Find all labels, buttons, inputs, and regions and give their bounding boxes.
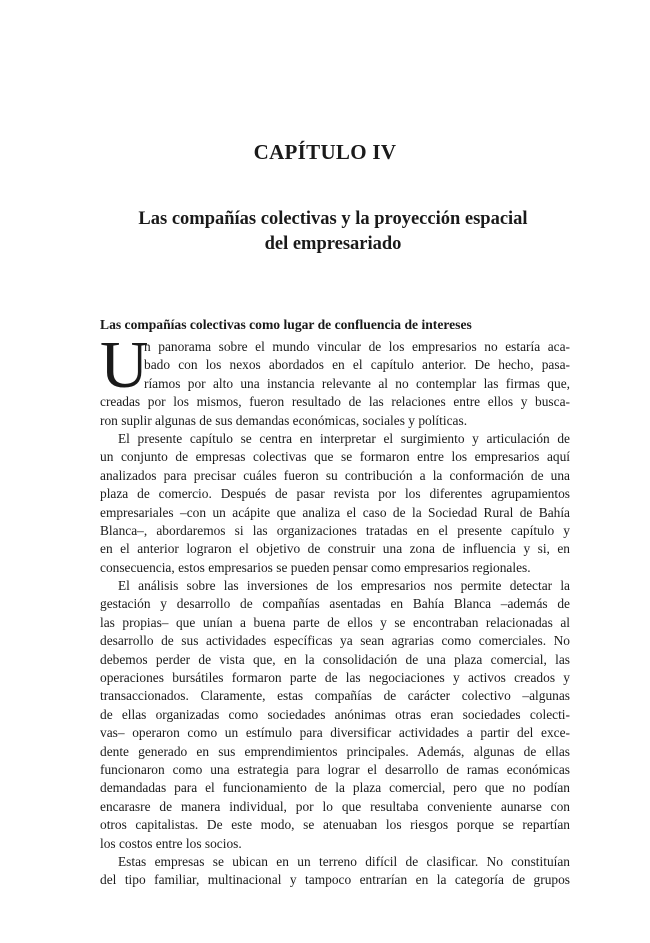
text-line: transaccionados. Claramente, estas compañías de carácter colectivo –algunas (100, 688, 570, 704)
text-line: empresariales –con un acápite que analiza el caso de la Sociedad Rural de Bahía (100, 504, 570, 520)
text-line: consecuencia, estos empresarios se pueden pensar como empresarios regionales. (100, 559, 531, 575)
text-line: del tipo familiar, multinacional y tampoco entrarían en la categoría de grupos (100, 872, 570, 888)
text-line: analizados para precisar cuáles fueron su contribución a la conformación de una (100, 467, 570, 483)
chapter-title-line-2: del empresariado (264, 234, 402, 254)
text-line: plaza de comercio. Después de pasar revista por los diferentes agrupamientos (100, 486, 570, 502)
text-line: Estas empresas se ubican en un terreno difícil de clasificar. No constituían (118, 853, 570, 869)
text-line: n panorama sobre el mundo vincular de los empresarios no estaría aca- (144, 339, 570, 354)
text-line: bado con los nexos abordados en el capítulo anterior. De hecho, pasa- (144, 357, 570, 373)
text-line: ron suplir algunas de sus demandas económicas, sociales y políticas. (100, 412, 468, 428)
paragraph-1 (100, 338, 570, 430)
text-line: debemos perder de vista que, en la consolidación de una plaza comercial, las (100, 651, 570, 667)
text-line: creadas por los mismos, fueron resultado de las relaciones entre ellos y busca- (100, 394, 570, 410)
paragraph-3 (100, 577, 570, 853)
text-line: operaciones bursátiles formaron parte de las negociaciones y activos creados y (100, 670, 570, 686)
drop-cap: U (100, 328, 149, 402)
text-line: vas– operaron como un estímulo para diversificar actividades a partir del exce- (100, 725, 570, 741)
text-line: en el anterior lograron el objetivo de construir una zona de influencia y si, en (100, 541, 570, 557)
text-line: Blanca–, abordaremos si las organizaciones tratadas en el presente capítulo y (100, 522, 570, 538)
text-line: encarasre de manera individual, por lo que resultaba conveniente aunarse con (100, 798, 570, 814)
chapter-title (100, 207, 566, 257)
text-line: las propias– que unían a buena parte de ellos y se encontraban relacionadas al (100, 614, 570, 630)
paragraph-2 (100, 430, 570, 577)
text-line: los costos entre los socios. (100, 835, 242, 851)
section-heading: Las compañías colectivas como lugar de confluencia de intereses (100, 317, 472, 332)
text-line: un conjunto de empresas colectivas que se formaron entre los empresarios aquí (100, 449, 570, 465)
text-line: El presente capítulo se centra en interpretar el surgimiento y articulación de (118, 430, 570, 446)
text-line: dente generado en sus emprendimientos principales. Además, algunas de ellas (100, 743, 570, 759)
text-line: gestación y desarrollo de compañías asentadas en Bahía Blanca –además de (100, 596, 570, 612)
text-line: desarrollo de sus actividades específicas ya sean agrarias como comerciales. No (100, 633, 570, 649)
text-line: funcionaron como una estrategia para lograr el desarrollo de ramas económicas (100, 761, 570, 777)
text-line: otros capitalistas. De este modo, se atenuaban los riesgos porque se repartían (100, 817, 570, 833)
text-line: de ellas organizadas como sociedades anónimas otras eran sociedades colecti- (100, 706, 570, 722)
paragraph-4 (100, 853, 570, 890)
chapter-heading: CAPÍTULO IV (253, 140, 397, 164)
chapter-title-line-1: Las compañías colectivas y la proyección espacial (138, 209, 528, 229)
text-line: El análisis sobre las inversiones de los empresarios nos permite detectar la (118, 578, 570, 594)
text-line: demandadas para el funcionamiento de la plaza comercial, pero que no podían (100, 780, 570, 796)
text-line: ríamos por alto una instancia relevante al no contemplar las firmas que, (144, 375, 570, 391)
body-text (100, 328, 570, 890)
